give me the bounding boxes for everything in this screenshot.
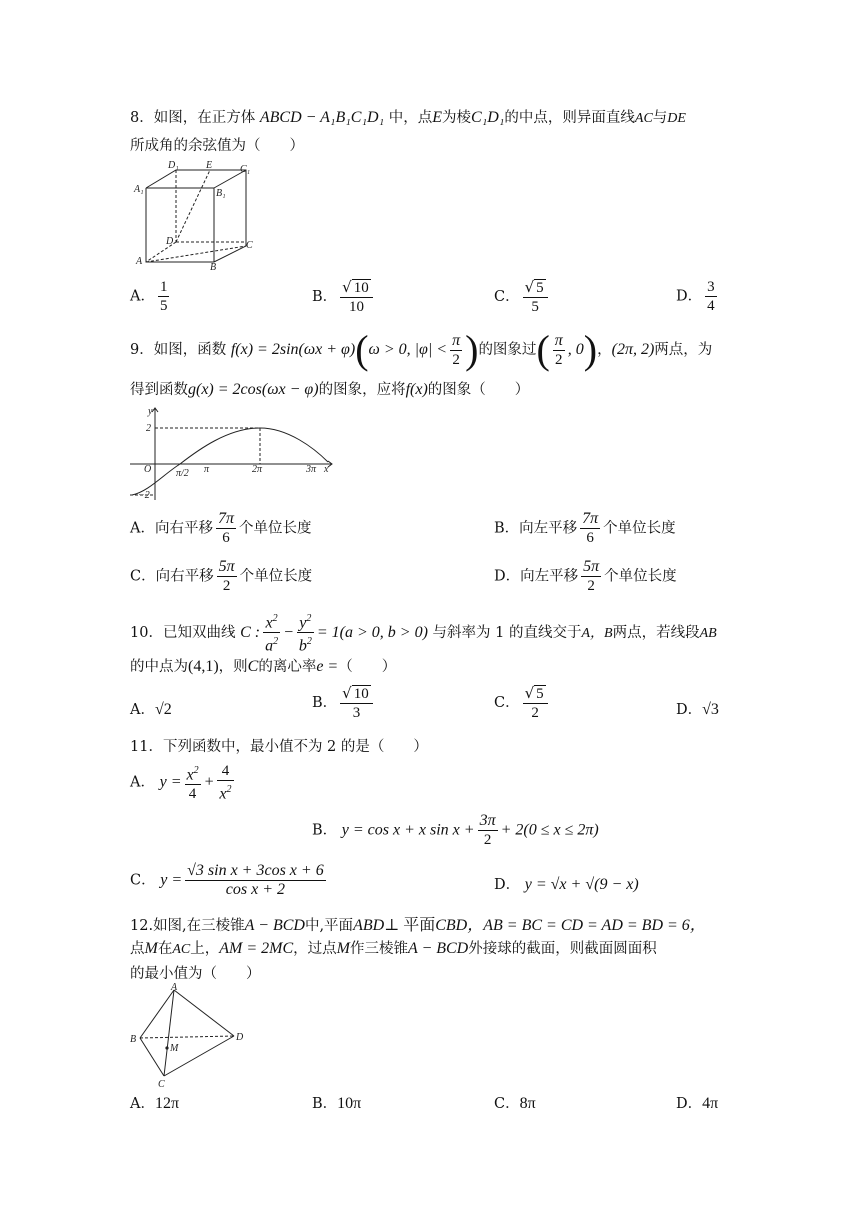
y-tick-2: 2 [146, 423, 151, 434]
q8-number: 8． [130, 110, 154, 126]
origin-label: O [144, 464, 152, 475]
q10-line1: 10．已知双曲线 C : $\frac{x^2}{a^2}$ − $\frac{y^2}{b^2}$ = 1(a > 0, b > 0) 与斜率为 1 的直线交于A，B两点，若线段AB [130, 610, 717, 656]
q9-option-d[interactable]: D．向左平移 $\frac{5\pi}{2}$ 个单位长度 [494, 558, 677, 594]
q11-number: 11． [130, 739, 163, 755]
sqrt-symbol: √ [524, 278, 535, 296]
q9-sine-graph [128, 404, 338, 502]
q9-line1: 9．如图，函数 f(x) = 2sin(ωx + φ)(ω > 0, |φ| < $\frac{\pi}{2}$ )的图象过( $\frac{\pi}{2}$ , 0)，(2π, 2)两点，为 [130, 327, 713, 372]
q8-cube-figure [132, 160, 256, 272]
frac: $\frac{√ 5}{5}$ [523, 278, 548, 316]
sqrt-symbol: √ [342, 278, 352, 296]
q8-line1: 8．如图，在正方体 ABCD − A₁B₁C₁D₁ 中，点E为棱C₁D₁的中点，则异面直线AC与DE [130, 109, 686, 126]
x-tick-pi-2: π/2 [176, 468, 189, 479]
y-axis-label: y [148, 406, 153, 417]
x-tick-pi: π [204, 464, 210, 475]
q9-line2: 得到函数g(x) = 2cos(ωx − φ)的图象，应将f(x)的图象（ ） [130, 381, 530, 398]
q9-number: 9． [130, 342, 154, 358]
sqrt-symbol: √ [524, 684, 535, 702]
fig-label-A: A [136, 256, 143, 267]
fig-label-A1: A₁ [134, 184, 144, 195]
fig-label-B: B [130, 1034, 137, 1045]
q8-option-c[interactable]: C． $\frac{√ 5}{5}$ [494, 278, 551, 316]
fig-label-C: C [158, 1079, 165, 1090]
frac: $\frac{√ 10}{10}$ [340, 278, 373, 316]
fig-label-D: D [166, 236, 174, 247]
fig-label-B: B [210, 262, 217, 272]
y-tick-neg2: −2 [138, 490, 150, 501]
q10-option-d[interactable]: D．√3 [676, 701, 719, 718]
q10-option-a[interactable]: A．√2 [130, 701, 172, 718]
q11-option-c[interactable]: C． y = $\frac{\text{√3 sin x + 3cos x + 6}}{\text{cos x + 2}}$ [130, 862, 324, 898]
q9-option-a[interactable]: A．向右平移 $\frac{7\pi}{6}$ 个单位长度 [130, 510, 312, 546]
fig-label-A: A [171, 982, 178, 993]
q12-line2: 点M在AC上，AM = 2MC，过点M作三棱锥A − BCD外接球的截面，则截面圆面积 [130, 940, 657, 957]
frac: $\frac{3}{4}$ [707, 279, 715, 314]
q12-number: 12. [130, 918, 154, 934]
q12-option-b[interactable]: B．10π [312, 1095, 362, 1112]
q8-option-d[interactable]: D． $\frac{3}{4}$ [676, 279, 715, 314]
q9-option-c[interactable]: C．向右平移 $\frac{5\pi}{2}$ 个单位长度 [130, 558, 313, 594]
q12-line3: 的最小值为（ ） [130, 966, 261, 982]
q12-option-d[interactable]: D．4π [676, 1095, 719, 1112]
q10-option-c[interactable]: C． $\frac{√ 5}{2}$ [494, 684, 551, 722]
q11-option-a[interactable]: A． y = $\frac{x^2}{4}$ + $\frac{4}{x^2}$ [130, 763, 232, 803]
fig-label-C1: C₁ [240, 164, 251, 175]
x-tick-2pi: 2π [252, 464, 263, 475]
x-axis-label: x [324, 464, 329, 475]
fig-label-B1: B₁ [216, 188, 226, 199]
q10-number: 10． [130, 624, 163, 641]
q11-stem: 11．下列函数中，最小值不为 2 的是（ ） [130, 739, 428, 755]
fig-label-D: D [236, 1032, 244, 1043]
fig-label-D1: D₁ [168, 160, 179, 171]
q8-option-a[interactable]: A． $\frac{1}{5}$ [130, 279, 168, 314]
frac: $\frac{1}{5}$ [159, 279, 168, 314]
q8-option-b[interactable]: B． $\frac{√ 10}{10}$ [312, 278, 376, 316]
q8-line2: 所成角的余弦值为（ ） [130, 138, 304, 154]
q12-tetrahedron-figure [128, 982, 254, 1090]
q11-option-b[interactable]: B． y = cos x + x sin x + $\frac{3\pi}{2}$ + 2(0 ≤ x ≤ 2π) [312, 812, 599, 848]
q10-option-b[interactable]: B． $\frac{√ 10}{3}$ [312, 684, 376, 722]
sqrt-symbol: √ [342, 684, 352, 702]
q10-line2: 的中点为(4,1)，则C的离心率e =（ ） [130, 658, 397, 675]
fig-label-M: M [170, 1043, 179, 1054]
q12-line1: 12.如图,在三棱锥A − BCD中,平面ABD⊥ 平面CBD，AB = BC = CD = AD = BD = 6， [130, 917, 706, 934]
x-tick-3pi: 3π [306, 464, 317, 475]
fig-label-C: C [246, 240, 253, 251]
q12-option-a[interactable]: A．12π [130, 1095, 180, 1112]
q9-option-b[interactable]: B．向左平移 $\frac{7\pi}{6}$ 个单位长度 [494, 510, 676, 546]
fig-label-E: E [206, 160, 213, 171]
q12-option-c[interactable]: C．8π [494, 1095, 536, 1112]
q11-option-d[interactable]: D． y = √x + √(9 − x) [494, 876, 639, 893]
cube-name: ABCD − A₁B₁C₁D₁ [259, 109, 385, 126]
